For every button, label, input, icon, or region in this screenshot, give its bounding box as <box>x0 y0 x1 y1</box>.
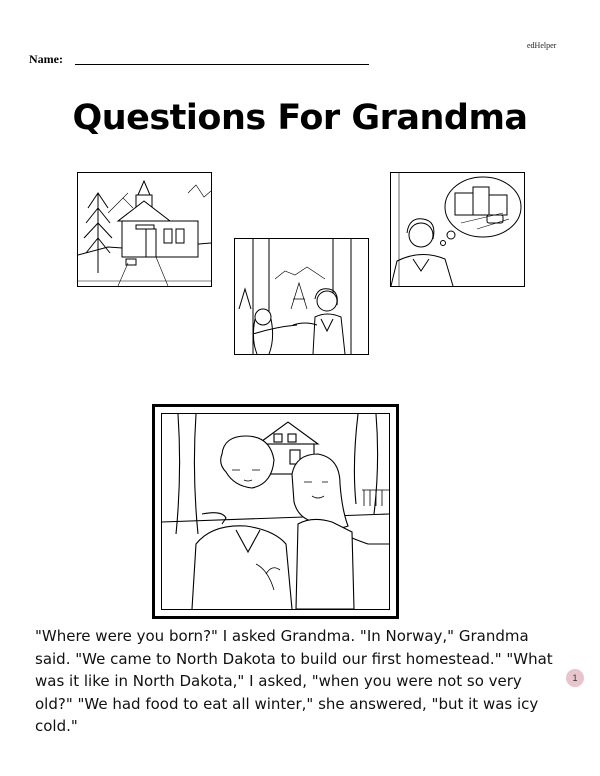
name-label: Name: <box>29 52 63 66</box>
main-illustration-frame <box>152 404 399 619</box>
brand-label: edHelper <box>527 41 557 50</box>
schoolhouse-illustration <box>77 172 212 287</box>
name-field[interactable] <box>75 64 369 65</box>
name-row <box>29 52 374 68</box>
thinking-woman-illustration <box>390 172 525 287</box>
grandma-hugging-girl-illustration <box>161 413 390 610</box>
worksheet-title: Questions For Grandma <box>72 98 528 138</box>
forest-scene-illustration <box>234 238 369 355</box>
page-number-badge: 1 <box>566 669 584 687</box>
story-text: "Where were you born?" I asked Grandma. "In Norway," Grandma said. "We came to North Dakota to build our first homestead." "What was it like in North Dakota," I asked, "when you were not so very old?" "We had food to eat all winter," she answered, "but it was icy cold." <box>35 627 553 735</box>
